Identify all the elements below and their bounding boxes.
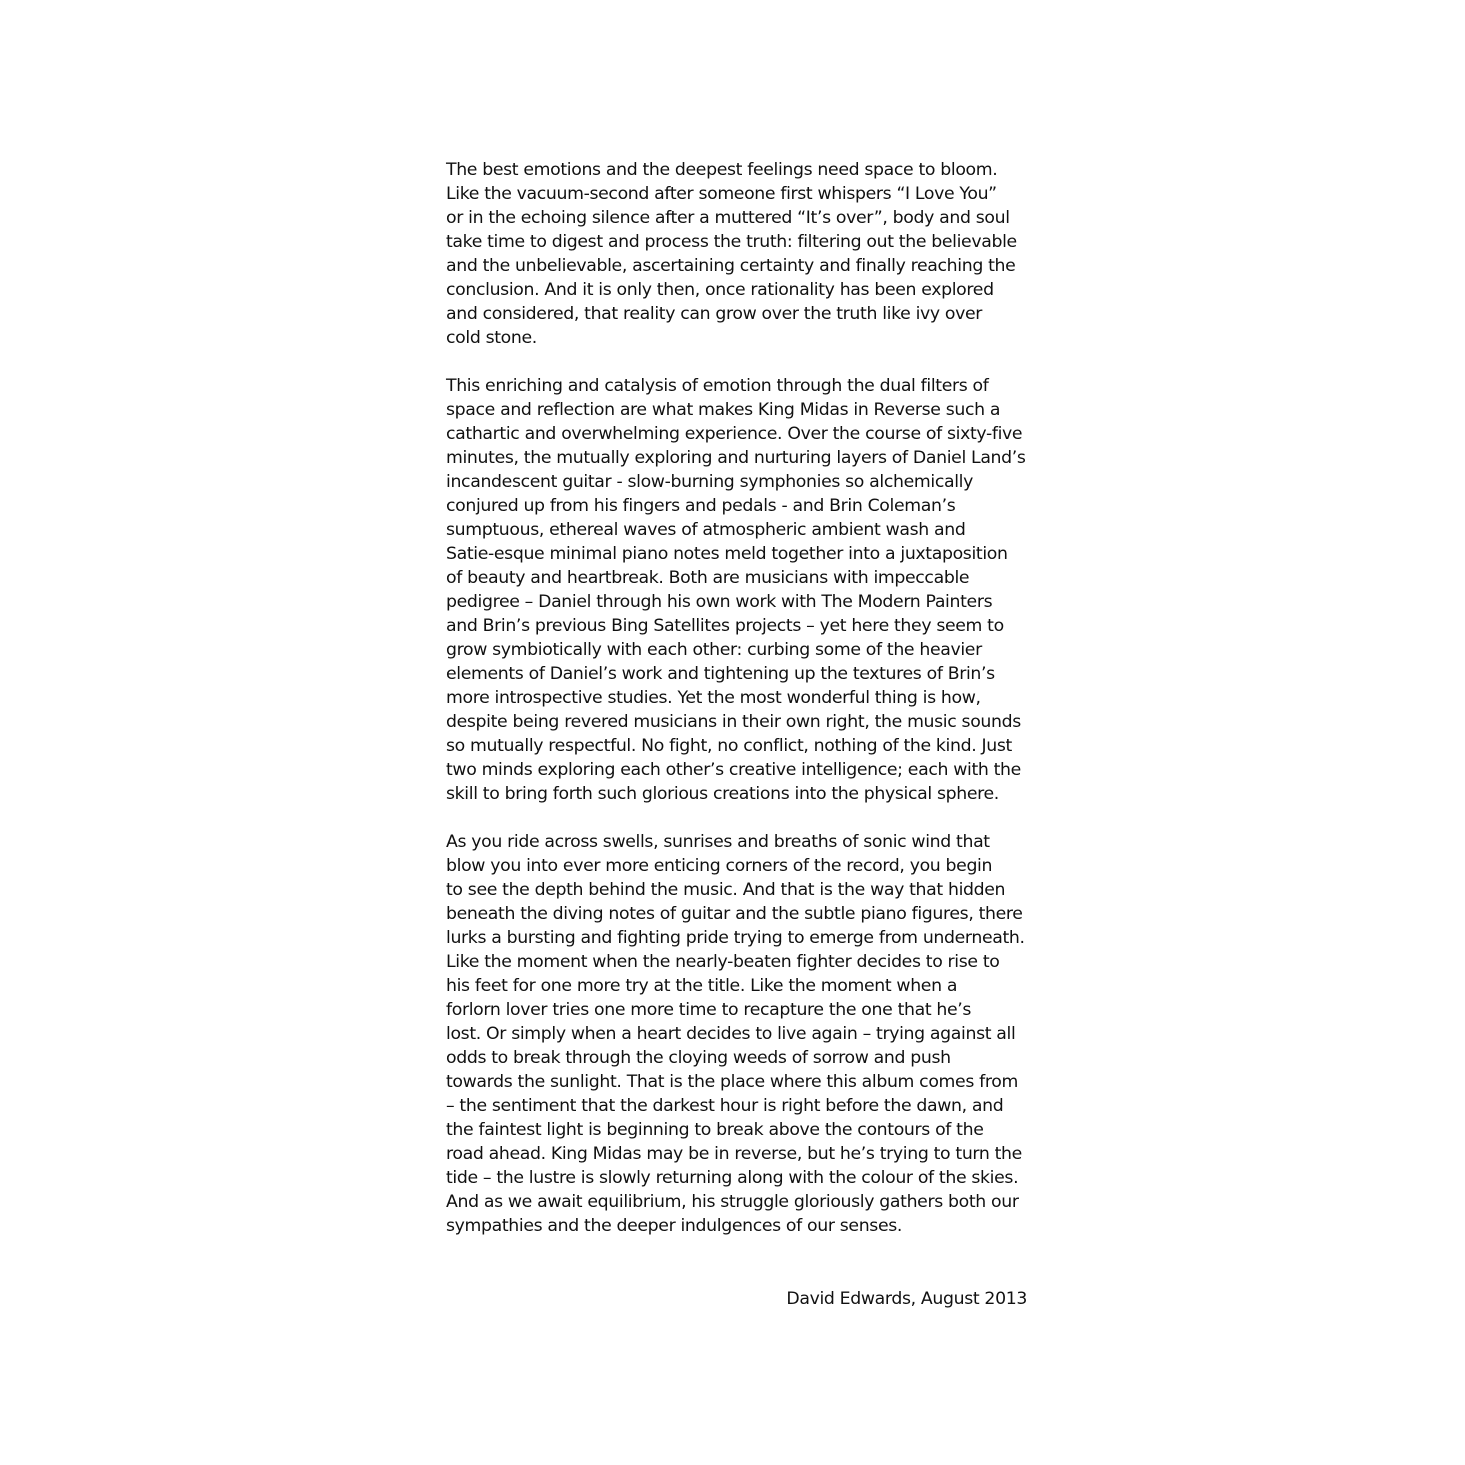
text-line: beneath the diving notes of guitar and the subtle piano figures, there [446, 904, 1023, 924]
text-line: his feet for one more try at the title. Like the moment when a [446, 976, 958, 996]
paragraph-3 [446, 830, 1030, 1238]
text-line: As you ride across swells, sunrises and breaths of sonic wind that [446, 832, 990, 852]
paragraph-2 [446, 374, 1030, 806]
text-line: This enriching and catalysis of emotion through the dual filters of [446, 376, 989, 396]
text-line: forlorn lover tries one more time to recapture the one that he’s [446, 1000, 972, 1020]
essay-body [446, 158, 1030, 1262]
text-line: sumptuous, ethereal waves of atmospheric ambient wash and [446, 520, 966, 540]
text-line: the faintest light is beginning to break above the contours of the [446, 1120, 984, 1140]
text-line: tide – the lustre is slowly returning along with the colour of the skies. [446, 1168, 1019, 1188]
text-line: conjured up from his fingers and pedals - and Brin Coleman’s [446, 496, 956, 516]
text-line: take time to digest and process the truth: filtering out the believable [446, 232, 1017, 252]
text-line: despite being revered musicians in their own right, the music sounds [446, 712, 1021, 732]
text-line: The best emotions and the deepest feelings need space to bloom. [446, 160, 998, 180]
text-line: – the sentiment that the darkest hour is right before the dawn, and [446, 1096, 1004, 1116]
text-line: minutes, the mutually exploring and nurturing layers of Daniel Land’s [446, 448, 1026, 468]
text-line: grow symbiotically with each other: curbing some of the heavier [446, 640, 982, 660]
paragraph-1 [446, 158, 1030, 350]
text-line: to see the depth behind the music. And that is the way that hidden [446, 880, 1006, 900]
text-line: incandescent guitar - slow-burning symphonies so alchemically [446, 472, 974, 492]
text-line: towards the sunlight. That is the place where this album comes from [446, 1072, 1018, 1092]
text-line: odds to break through the cloying weeds of sorrow and push [446, 1048, 951, 1068]
text-line: elements of Daniel’s work and tightening up the textures of Brin’s [446, 664, 995, 684]
text-line: Like the moment when the nearly-beaten fighter decides to rise to [446, 952, 1000, 972]
text-line: lost. Or simply when a heart decides to live again – trying against all [446, 1024, 1016, 1044]
text-line: and considered, that reality can grow over the truth like ivy over [446, 304, 983, 324]
text-line: two minds exploring each other’s creative intelligence; each with the [446, 760, 1021, 780]
text-line: sympathies and the deeper indulgences of our senses. [446, 1216, 903, 1236]
text-line: cold stone. [446, 328, 537, 348]
text-line: space and reflection are what makes King Midas in Reverse such a [446, 400, 1001, 420]
text-line: road ahead. King Midas may be in reverse, but he’s trying to turn the [446, 1144, 1022, 1164]
text-line: and the unbelievable, ascertaining certainty and finally reaching the [446, 256, 1016, 276]
text-line: Like the vacuum-second after someone first whispers “I Love You” [446, 184, 997, 204]
text-line: blow you into ever more enticing corners of the record, you begin [446, 856, 993, 876]
text-line: And as we await equilibrium, his struggle gloriously gathers both our [446, 1192, 1019, 1212]
text-line: of beauty and heartbreak. Both are musicians with impeccable [446, 568, 970, 588]
author-signature: David Edwards, August 2013 [786, 1289, 1027, 1309]
text-line: conclusion. And it is only then, once rationality has been explored [446, 280, 994, 300]
text-line: cathartic and overwhelming experience. Over the course of sixty-five [446, 424, 1023, 444]
text-line: or in the echoing silence after a muttered “It’s over”, body and soul [446, 208, 1010, 228]
text-line: skill to bring forth such glorious creations into the physical sphere. [446, 784, 999, 804]
text-line: more introspective studies. Yet the most wonderful thing is how, [446, 688, 981, 708]
text-line: Satie-esque minimal piano notes meld together into a juxtaposition [446, 544, 1008, 564]
text-line: and Brin’s previous Bing Satellites projects – yet here they seem to [446, 616, 1004, 636]
text-line: so mutually respectful. No fight, no conflict, nothing of the kind. Just [446, 736, 1012, 756]
text-line: lurks a bursting and fighting pride trying to emerge from underneath. [446, 928, 1025, 948]
text-line: pedigree – Daniel through his own work with The Modern Painters [446, 592, 993, 612]
